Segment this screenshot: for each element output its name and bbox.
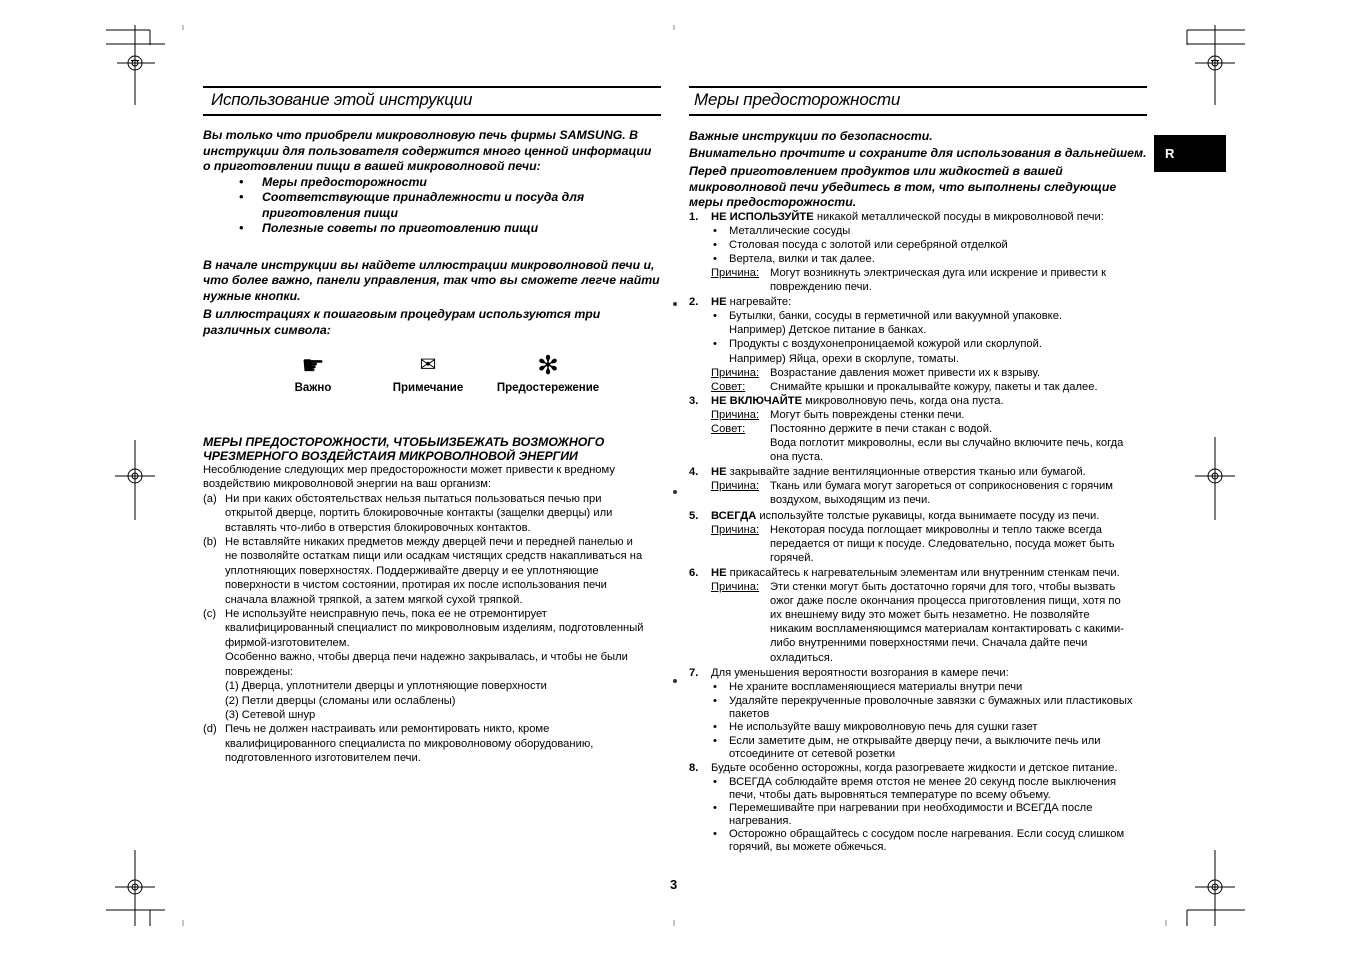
margin-dot [673, 679, 677, 683]
list-item: • Соответствующие принадлежности и посуда для приготовления пищи [239, 190, 585, 220]
pointing-hand-icon: ☛ [301, 350, 325, 380]
list-item: 6. НЕ прикасайтесь к нагревательным элементам или внутренним стенкам печи. Причина: Эти стенки могут быть достаточно горячи для того, чтобы вызвать ожог даже после окончания процесса приготовления пищи, хотя по их внешнему виду это может быть незаметно. Не позволяйте никаким воспламеняющимся материалам контактировать с какими- либо внутренними поверхностями печи. Сначала дайте печи охладиться. [689, 566, 1124, 664]
list-item: 2. НЕ нагревайте: • Бутылки, банки, сосуды в герметичной или вакуумной упаковке. Например) Детское питание в банках. • Продукты с воздухонепроницаемой кожурой или скорлупой. Например) Яйца, орехи в скорлупе, томаты. Причина: Возрастание давления может привести их к взрыву. Совет: Снимайте крышки и прокалывайте кожуру, пакеты и так далее. [689, 296, 1098, 393]
list-item: 3. НЕ ВКЛЮЧАЙТЕ микроволновую печь, когда она пуста. Причина: Могут быть повреждены стенки печи. Совет: Постоянно держите в печи стакан с водой. Вода поглотит микроволны, если вы случайно включите печь, когда она пуста. [689, 394, 1124, 464]
right-column [689, 128, 1149, 853]
margin-dot [673, 302, 677, 306]
illustrations-paragraph: В начале инструкции вы найдете иллюстрации микроволновой печи и, что более важно, панели управления, так что вы сможете легче найти нужные кнопки. [203, 257, 660, 303]
left-top-rule [203, 86, 661, 88]
list-item: (d) Печь не должен настраивать или ремонтировать никто, кроме квалифицированного специалиста по микроволновому оборудованию, подготовленного изготовителем печи. [203, 723, 594, 765]
list-item: 1. НЕ ИСПОЛЬЗУЙТЕ никакой металлической посуды в микроволновой печи: • Металлические сосуды • Столовая посуда с золотой или серебряной отделкой • Вертела, вилки и так далее. Причина: Могут возникнуть электрическая дуга или искрение и привести к повреждению печи. [689, 210, 1107, 294]
important-symbol: ☛ Важно [278, 348, 348, 394]
note-symbol: ✉ Примечание [388, 348, 468, 394]
language-tab: R [1154, 135, 1226, 172]
symbols-paragraph: В иллюстрациях к пошаговым процедурам используются три различных символа: [203, 307, 601, 337]
list-item: 7. Для уменьшения вероятности возгорания в камере печи: • Не храните воспламеняющиеся материалы внутри печи • Удаляйте перекрученные проволочные завязки с бумажных или пластиковых пакетов • Не используйте вашу микроволновую печь для сушки газет • Если заметите дым, не открывайте дверцу печи, а выключите печь или отсоедините от сетевой розетки [689, 666, 1133, 761]
list-item: 4. НЕ закрывайте задние вентиляционные отверстия тканью или бумагой. Причина: Ткань или бумага могут загореться от соприкосновения с горячим воздухом, выходящим из печи. [689, 466, 1113, 507]
right-bottom-rule [689, 114, 1147, 116]
list-item: 5. ВСЕГДА используйте толстые рукавицы, когда вынимаете посуду из печи. Причина: Некоторая посуда поглощает микроволны и тепло также всегда передается от пищи к посуде. Следовательно, посуда может быть горячей. [689, 509, 1115, 564]
margin-dot [673, 490, 677, 494]
list-item: (a) Ни при каких обстоятельствах нельзя пытаться пользоваться печью при открытой дверце, портить блокировочные контакты (защелки дверцы) или вставлять что-либо в отверстия блокировочных контактов. [203, 492, 613, 534]
safety-heading: Важные инструкции по безопасности. Внимательно прочтите и сохраните для использования в дальнейшем. Перед приготовлением продуктов или жидкостей в вашей микроволновой печи убедитесь в том, что выполнены следующие меры предосторожности. [689, 129, 1147, 209]
symbol-legend [203, 348, 663, 418]
list-item: (c) Не используйте неисправную печь, пока ее не отремонтирует квалифицированный специалист по микроволновым изделиям, подготовленный фирмой-изготовителем. Особенно важно, чтобы дверца печи надежно закрывалась, и чтобы не были повреждены: (1) Дверца, уплотнители дверцы и уплотняющие поверхности (2) Петли дверцы (сломаны или ослаблены) (3) Сетевой шнур [203, 608, 644, 721]
right-title: Меры предосторожности [694, 90, 901, 109]
warning-title: МЕРЫ ПРЕДОСТОРОЖНОСТИ, ЧТОБЫИЗБЕЖАТЬ ВОЗМОЖНОГО ЧРЕЗМЕРНОГО ВОЗДЕЙСТАИЯ МИКРОВОЛНОВОЙ ЭНЕРГИИ [203, 435, 605, 463]
envelope-icon: ✉ [419, 354, 437, 376]
caution-symbol: ✻ Предостережение [488, 348, 608, 394]
list-item: 8. Будьте особенно осторожны, когда разогреваете жидкости и детское питание. • ВСЕГДА соблюдайте время отстоя не менее 20 секунд после выключения печи, чтобы дать выровняться температуре по всему объему. • Перемешивайте при нагревании при необходимости и ВСЕГДА после нагревания. • Осторожно обращайтесь с сосудом после нагревания. Если сосуд слишком горячий, вы можете обжечься. [689, 762, 1125, 854]
left-bottom-rule [203, 114, 661, 116]
warning-intro: Несоблюдение следующих мер предосторожности может привести к вредному воздействию микроволновой энергии на ваш организм: [203, 464, 615, 491]
asterisk-icon: ✻ [537, 350, 559, 380]
contents-list [203, 175, 663, 237]
intro-paragraph: Вы только что приобрели микроволновую печь фирмы SAMSUNG. В инструкции для пользователя содержится много ценной информации о приготовлении пищи в вашей микроволновой печи: [203, 128, 652, 173]
right-top-rule [689, 86, 1147, 88]
list-item: • Полезные советы по приготовлению пищи [239, 221, 539, 235]
left-title: Использование этой инструкции [211, 90, 473, 109]
warning-items [203, 492, 663, 766]
page-number: 3 [670, 877, 678, 892]
safety-items [689, 210, 1149, 854]
list-item: • Меры предосторожности [239, 174, 427, 189]
list-item: (b) Не вставляйте никаких предметов между дверцей печи и передней панелью и не позволяйте остаткам пищи или осадкам чистящих средств накапливаться на уплотняющих поверхностях. Поддерживайте дверцу и ее уплотняющие поверхности в чистом состоянии, протирая их после использования печи сначала влажной тряпкой, а затем мягкой сухой тряпкой. [203, 536, 643, 606]
left-column [203, 128, 663, 766]
